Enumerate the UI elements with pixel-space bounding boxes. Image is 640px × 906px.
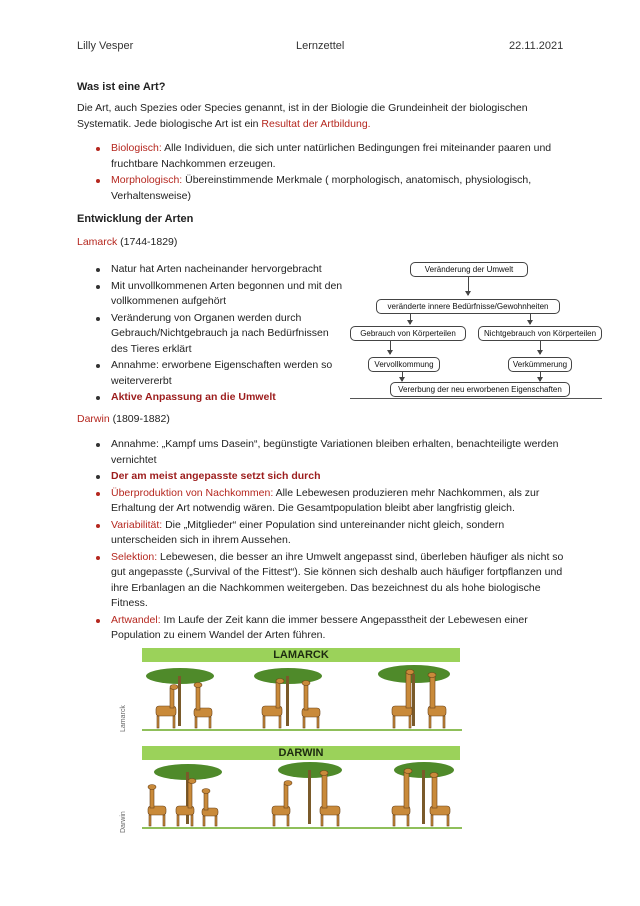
heading-was-ist-eine-art: Was ist eine Art?	[77, 81, 166, 93]
darwin-giraffes-image	[142, 762, 462, 836]
flow-arrow	[540, 372, 541, 381]
darwin-title: Darwin (1809-1882)	[77, 413, 170, 425]
flow-baseline	[350, 398, 602, 399]
list-item: Annahme: erworbene Eigenschaften werden so weitervererbt	[89, 358, 347, 389]
list-item: Mit unvollkommenen Arten begonnen und mit den vollkommenen aufgehört	[89, 279, 347, 310]
header-author: Lilly Vesper	[77, 40, 134, 52]
flow-box-vervollkommung: Vervollkommung	[368, 357, 440, 372]
header-title: Lernzettel	[296, 40, 345, 52]
lamarck-title: Lamarck (1744-1829)	[77, 236, 178, 248]
list-item: Aktive Anpassung an die Umwelt	[89, 390, 347, 406]
flow-box-beduerfnisse: veränderte innere Bedürfnisse/Gewohnheiten	[376, 299, 560, 314]
list-item: Selektion: Lebewesen, die besser an ihre Umwelt angepasst sind, überleben häufiger als nicht so gut angepasste („Survival of the Fittest“). Sie können sich deshalb auch häufiger fortpflanzen und ihre Erbanlagen an die Nachkommen weitergeben. Das bezeichnest du als hohe biologische Fitness.	[89, 550, 567, 612]
list-item: Variabilität: Die „Mitglieder“ einer Population sind untereinander nicht gleich, sondern unterscheiden sich in ihrem Aussehen.	[89, 518, 567, 549]
intro-highlight: Resultat der Artbildung.	[261, 118, 371, 130]
side-label-lamarck: Lamarck	[120, 705, 127, 732]
side-label-darwin: Darwin	[120, 811, 127, 833]
list-item: Artwandel: Im Laufe der Zeit kann die immer bessere Angepasstheit der Lebewesen einer Population zu einem Wandel der Arten führen.	[89, 613, 567, 644]
flow-box-verkuemmerung: Verkümmerung	[508, 357, 572, 372]
flow-box-umwelt: Veränderung der Umwelt	[410, 262, 528, 277]
flow-box-gebrauch: Gebrauch von Körperteilen	[350, 326, 466, 341]
flow-arrow	[540, 341, 541, 354]
intro-paragraph	[77, 100, 567, 132]
list-item: Überproduktion von Nachkommen: Alle Lebewesen produzieren mehr Nachkommen, als zur Erhaltung der Art notwendig wären. Die Gesamtpopulation bleibt aber langfristig gleich.	[89, 486, 567, 517]
list-item: Morphologisch: Übereinstimmende Merkmale ( morphologisch, anatomisch, physiologisch, Verhaltensweise)	[89, 173, 567, 204]
header-date: 22.11.2021	[509, 40, 564, 52]
list-item: Annahme: „Kampf ums Dasein“, begünstigte Variationen bleiben erhalten, benachteiligte werden vernichtet	[89, 437, 567, 468]
lamarck-flowchart	[350, 258, 602, 400]
flow-arrow	[530, 314, 531, 324]
flow-arrow	[402, 372, 403, 381]
list-item: Der am meist angepasste setzt sich durch	[89, 469, 567, 485]
flow-box-nichtgebrauch: Nichtgebrauch von Körperteilen	[478, 326, 602, 341]
lamarck-giraffes-image	[142, 664, 462, 736]
list-item: Veränderung von Organen werden durch Gebrauch/Nichtgebrauch ja nach Bedürfnissen des Tieres erklärt	[89, 311, 347, 358]
tree-icon	[146, 665, 450, 726]
heading-entwicklung: Entwicklung der Arten	[77, 213, 194, 225]
definition-list	[89, 141, 567, 205]
flow-arrow	[390, 341, 391, 354]
darwin-list	[89, 437, 567, 645]
intro-text: Die Art, auch Spezies oder Species genannt, ist in der Biologie die Grundeinheit der biologischen Systematik. Jede biologische Art ist ein	[77, 102, 528, 130]
banner-lamarck: LAMARCK	[142, 648, 460, 662]
flow-arrow	[468, 277, 469, 295]
list-item: Natur hat Arten nacheinander hervorgebracht	[89, 262, 347, 278]
giraffe-illustration	[118, 648, 464, 838]
lamarck-list	[89, 262, 347, 407]
flow-box-vererbung: Vererbung der neu erworbenen Eigenschaften	[390, 382, 570, 397]
banner-darwin: DARWIN	[142, 746, 460, 760]
flow-arrow	[410, 314, 411, 324]
list-item: Biologisch: Alle Individuen, die sich unter natürlichen Bedingungen frei miteinander paaren und fruchtbare Nachkommen erzeugen.	[89, 141, 567, 172]
